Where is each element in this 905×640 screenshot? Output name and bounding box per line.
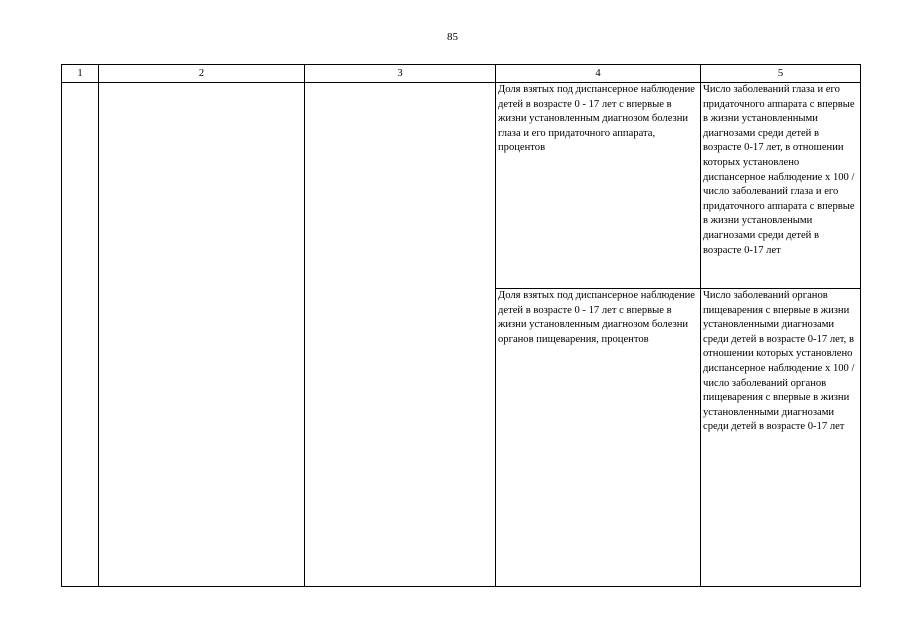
empty-cell-col1 bbox=[62, 83, 99, 587]
table-row bbox=[62, 83, 861, 289]
column-header-1: 1 bbox=[62, 65, 99, 83]
column-header-2: 2 bbox=[99, 65, 305, 83]
empty-cell-col2 bbox=[99, 83, 305, 587]
indicator-formula-eye: Число заболеваний глаза и его придаточного аппарата с впервые в жизни установленными диагнозами среди детей в возрасте 0-17 лет, в отношении которых установлено диспансерное наблюдение х 100 / число заболеваний глаза и его придаточного аппарата с впервые в жизни установлеными диагнозами среди детей в возрасте 0-17 лет bbox=[701, 83, 861, 289]
empty-cell-col3 bbox=[305, 83, 496, 587]
table-header-row bbox=[62, 65, 861, 83]
page-number: 85 bbox=[447, 31, 458, 43]
indicator-name-eye: Доля взятых под диспансерное наблюдение детей в возрасте 0 - 17 лет с впервые в жизни установленным диагнозом болезни глаза и его придаточного аппарата, процентов bbox=[496, 83, 701, 289]
column-header-5: 5 bbox=[701, 65, 861, 83]
indicator-name-digestive: Доля взятых под диспансерное наблюдение детей в возрасте 0 - 17 лет с впервые в жизни установленным диагнозом болезни органов пищеварения, процентов bbox=[496, 289, 701, 587]
column-header-3: 3 bbox=[305, 65, 496, 83]
column-header-4: 4 bbox=[496, 65, 701, 83]
indicator-formula-digestive: Число заболеваний органов пищеварения с впервые в жизни установленными диагнозами среди детей в возрасте 0-17 лет, в отношении которых установлено диспансерное наблюдение х 100 / число заболеваний органов пищеварения с впервые в жизни установленными диагнозами среди детей в возрасте 0-17 лет bbox=[701, 289, 861, 587]
indicators-table bbox=[61, 64, 861, 587]
